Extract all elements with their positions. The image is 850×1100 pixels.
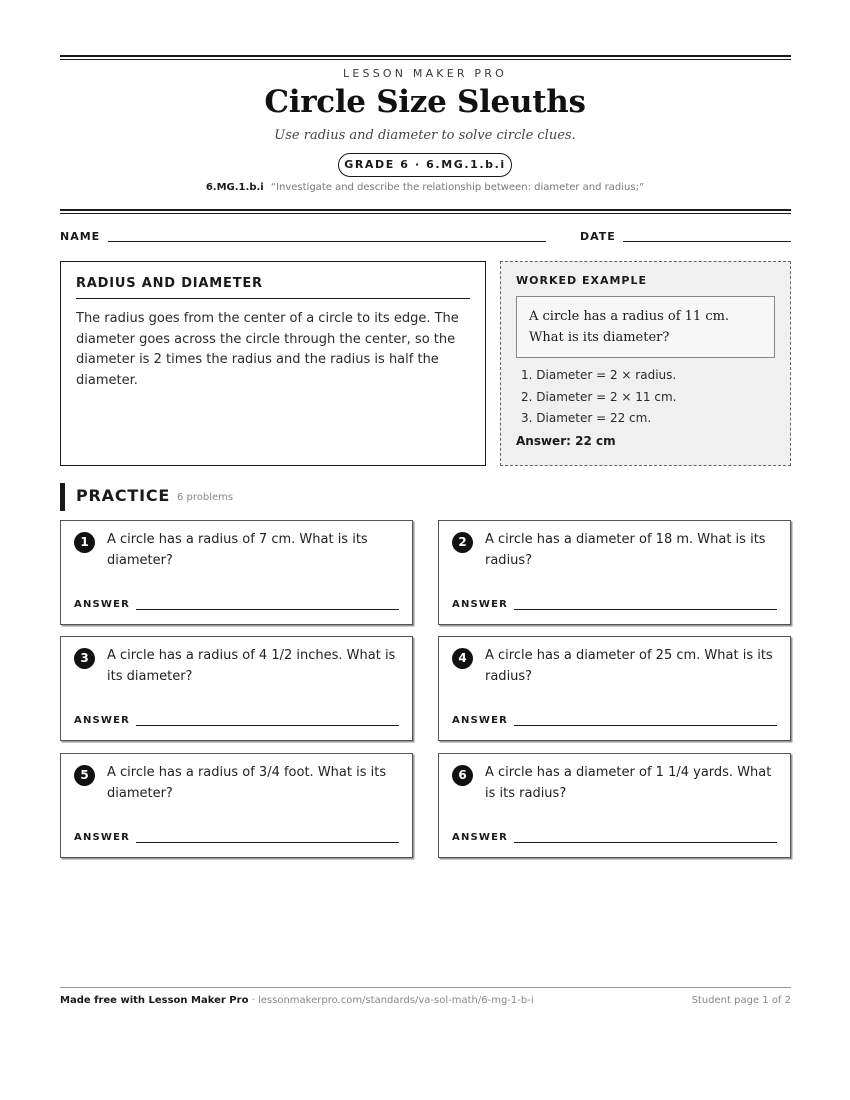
worked-example-title: WORKED EXAMPLE (516, 274, 647, 287)
answer-label: ANSWER (452, 715, 509, 726)
answer-line[interactable] (514, 842, 777, 843)
standard-line (0, 182, 850, 193)
answer-label: ANSWER (74, 715, 131, 726)
worked-example-box (500, 261, 791, 466)
problem-number: 3 (74, 648, 95, 669)
footer-rule (60, 987, 791, 988)
problem-number: 6 (452, 765, 473, 786)
problem-number: 1 (74, 532, 95, 553)
problem-number: 2 (452, 532, 473, 553)
problem-text: A circle has a radius of 7 cm. What is its diameter? (107, 532, 368, 568)
worked-step: 3. Diameter = 22 cm. (521, 411, 652, 425)
problem-text: A circle has a diameter of 18 m. What is its radius? (485, 532, 766, 568)
date-label: DATE (580, 230, 616, 243)
answer-line[interactable] (136, 725, 399, 726)
standard-description: “Investigate and describe the relationship between: diameter and radius;” (270, 182, 645, 193)
concept-title: RADIUS AND DIAMETER (76, 276, 470, 299)
answer-label: ANSWER (452, 832, 509, 843)
top-rule (60, 55, 791, 57)
answer-line[interactable] (514, 609, 777, 610)
worked-example-steps (516, 365, 775, 430)
problem-text: A circle has a diameter of 1 1/4 yards. What is its radius? (485, 765, 772, 801)
problem-card (438, 520, 791, 625)
answer-label: ANSWER (74, 599, 131, 610)
name-line[interactable] (108, 241, 546, 242)
brand-name: LESSON MAKER PRO (343, 67, 507, 80)
problem-text: A circle has a radius of 4 1/2 inches. What is its diameter? (107, 648, 396, 684)
problem-card (438, 753, 791, 858)
date-line[interactable] (623, 241, 791, 242)
answer-label: ANSWER (74, 832, 131, 843)
worked-step: 2. Diameter = 2 × 11 cm. (521, 389, 677, 404)
standard-code: 6.MG.1.b.i (205, 182, 264, 193)
problem-text: A circle has a diameter of 25 cm. What is its radius? (485, 648, 773, 684)
worksheet-title: Circle Size Sleuths (264, 84, 586, 120)
answer-label: ANSWER (452, 599, 509, 610)
top-rule-thin (60, 59, 791, 60)
problem-card (60, 636, 413, 741)
problem-number: 4 (452, 648, 473, 669)
practice-title: PRACTICE (76, 486, 171, 505)
practice-count: 6 problems (177, 492, 234, 503)
worked-example-answer: Answer: 22 cm (516, 433, 616, 448)
concept-body: The radius goes from the center of a circle to its edge. The diameter goes across the circle through the center, so the diameter is 2 times the radius and the radius is half the diameter. (76, 311, 459, 388)
problem-number: 5 (74, 765, 95, 786)
header-bottom-rule (60, 209, 791, 211)
name-label: NAME (60, 230, 101, 243)
worksheet-subtitle: Use radius and diameter to solve circle clues. (274, 128, 576, 143)
problem-card (438, 636, 791, 741)
worked-example-question: A circle has a radius of 11 cm. What is its diameter? (516, 296, 775, 358)
problem-card (60, 753, 413, 858)
grade-badge: GRADE 6 · 6.MG.1.b.i (338, 153, 512, 177)
answer-line[interactable] (136, 842, 399, 843)
worked-step: 1. Diameter = 2 × radius. (521, 368, 677, 382)
concept-box (60, 261, 486, 466)
answer-line[interactable] (136, 609, 399, 610)
footer-page-number: Student page 1 of 2 (691, 995, 791, 1006)
footer-credit (60, 995, 534, 1006)
practice-accent-bar (60, 483, 65, 511)
footer-url[interactable]: · lessonmakerpro.com/standards/va-sol-math/6-mg-1-b-i (248, 995, 534, 1006)
header-bottom-rule-thin (60, 213, 791, 214)
answer-line[interactable] (514, 725, 777, 726)
footer-made-with: Made free with Lesson Maker Pro (60, 995, 249, 1006)
problem-text: A circle has a radius of 3/4 foot. What is its diameter? (107, 765, 387, 801)
problem-card (60, 520, 413, 625)
